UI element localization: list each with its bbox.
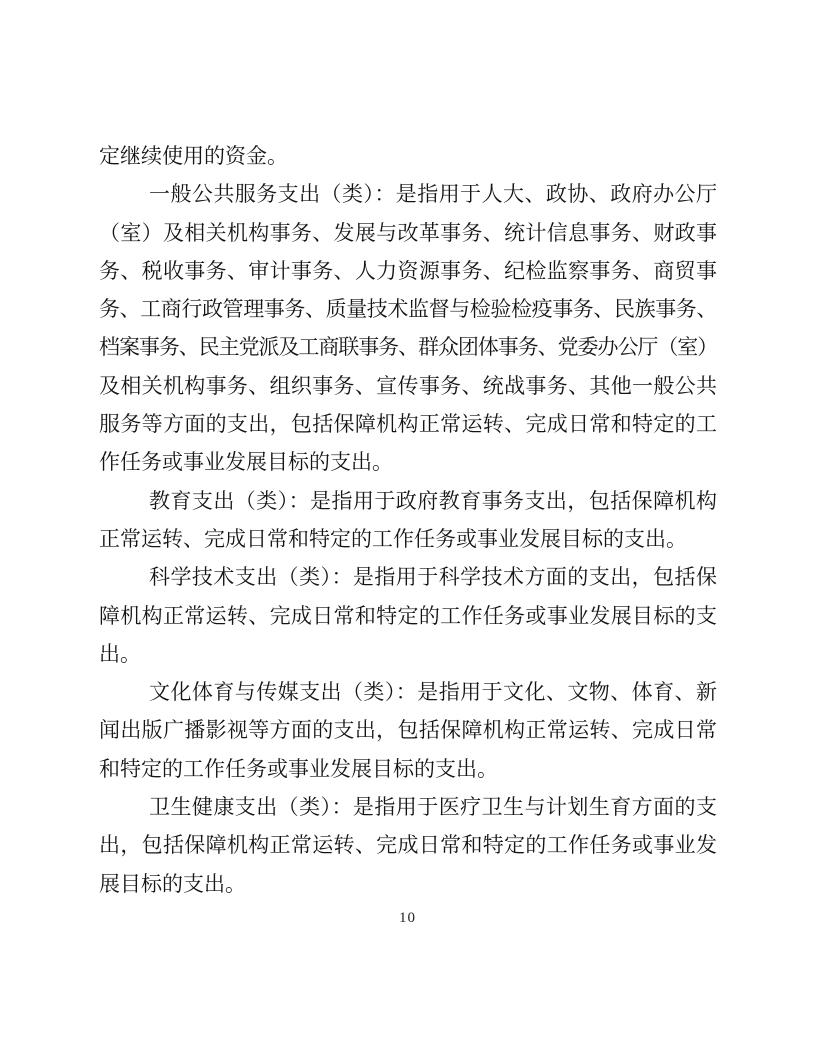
text-line: 正常运转、完成日常和特定的工作任务或事业发展目标的支出。 bbox=[99, 526, 687, 551]
text-line: 展目标的支出。 bbox=[99, 871, 246, 896]
text-line: 定继续使用的资金。 bbox=[99, 144, 288, 168]
text-line: 卫生健康支出（类）：是指用于医疗卫生与计划生育方面的支 bbox=[149, 795, 717, 820]
text-line: （室）及相关机构事务、发展与改革事务、统计信息事务、财政事 bbox=[99, 220, 717, 245]
text-line: 障机构正常运转、完成日常和特定的工作任务或事业发展目标的支 bbox=[99, 603, 717, 628]
text-line: 出。 bbox=[99, 641, 141, 666]
text-line: 务、税收事务、审计事务、人力资源事务、纪检监察事务、商贸事 bbox=[99, 258, 717, 283]
text-line: 务、工商行政管理事务、质量技术监督与检验检疫事务、民族事务、 bbox=[99, 297, 717, 322]
text-line: 教育支出（类）：是指用于政府教育事务支出，包括保障机构 bbox=[149, 488, 717, 513]
text-line: 服务等方面的支出，包括保障机构正常运转、完成日常和特定的工 bbox=[99, 412, 717, 437]
text-line: 档案事务、民主党派及工商联事务、群众团体事务、党委办公厅（室） bbox=[99, 335, 718, 360]
text-line: 和特定的工作任务或事业发展目标的支出。 bbox=[99, 756, 498, 781]
page-footer bbox=[0, 905, 815, 931]
document-body bbox=[99, 137, 717, 903]
text-line: 及相关机构事务、组织事务、宣传事务、统战事务、其他一般公共 bbox=[99, 373, 717, 398]
page-number: 10 bbox=[399, 910, 416, 926]
text-line: 出，包括保障机构正常运转、完成日常和特定的工作任务或事业发 bbox=[99, 833, 717, 858]
text-line: 一般公共服务支出（类）：是指用于人大、政协、政府办公厅 bbox=[149, 182, 717, 207]
text-line: 科学技术支出（类）：是指用于科学技术方面的支出，包括保 bbox=[149, 565, 717, 590]
text-line: 作任务或事业发展目标的支出。 bbox=[99, 450, 393, 475]
text-line: 文化体育与传媒支出（类）：是指用于文化、文物、体育、新 bbox=[149, 680, 717, 705]
text-line: 闻出版广播影视等方面的支出，包括保障机构正常运转、完成日常 bbox=[99, 718, 717, 743]
